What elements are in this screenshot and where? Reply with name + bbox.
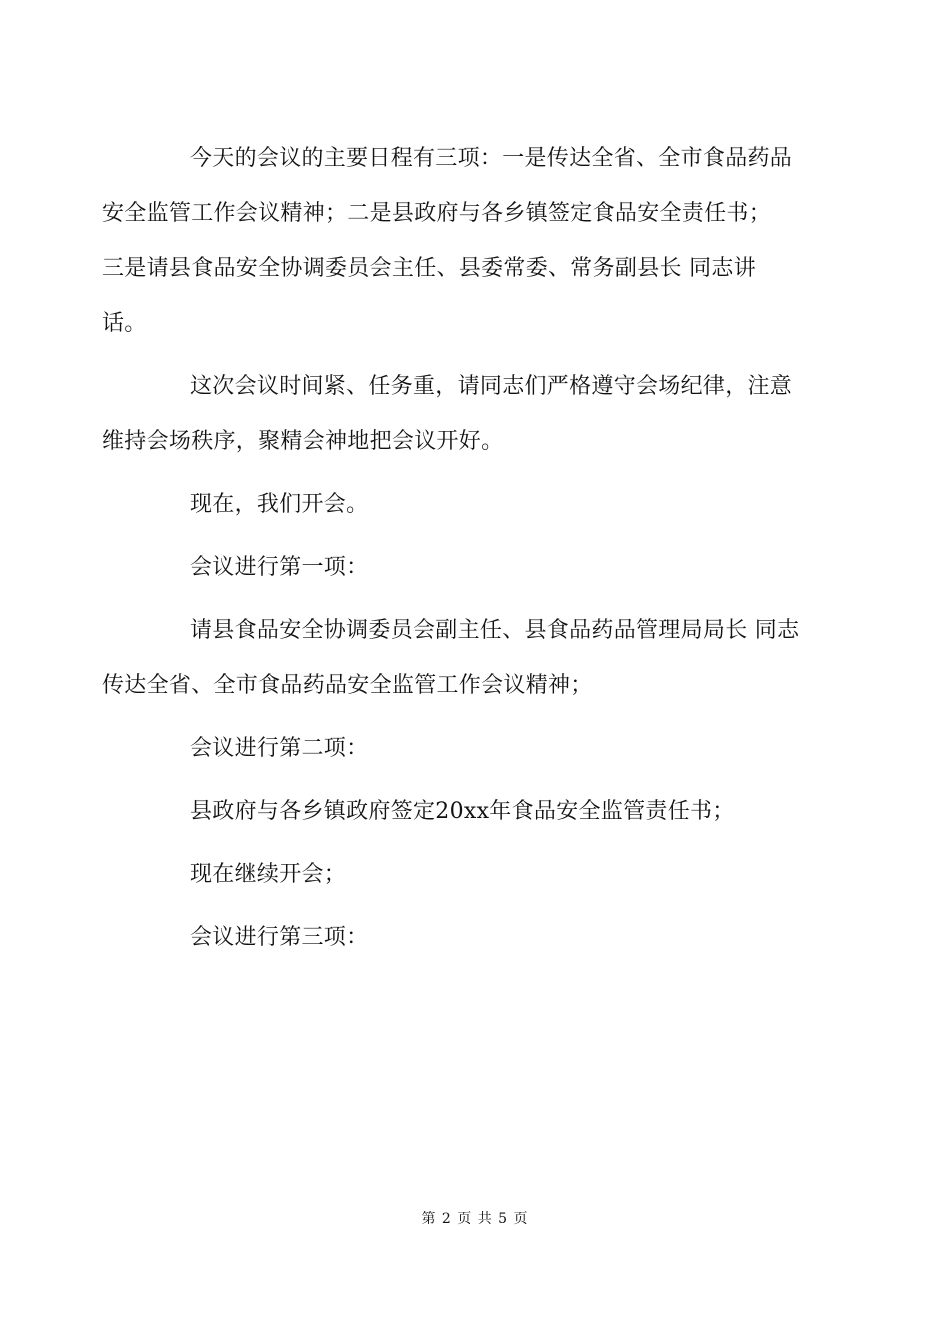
paragraph-item-one-body xyxy=(102,603,810,713)
paragraph-item-two-heading xyxy=(146,721,810,776)
text-line: 安全监管工作会议精神；二是县政府与各乡镇签定食品安全责任书； xyxy=(102,201,772,226)
paragraph-item-two-body xyxy=(146,784,810,839)
text-line: 现在，我们开会。 xyxy=(190,492,369,517)
page-number-footer: 第 2 页 共 5 页 xyxy=(421,1211,529,1227)
paragraph-agenda xyxy=(102,131,810,351)
text-line: 会议进行第二项： xyxy=(190,736,369,761)
text-line: 这次会议时间紧、任务重，请同志们严格遵守会场纪律，注意 xyxy=(190,374,793,399)
paragraph-item-one-heading xyxy=(146,540,810,595)
paragraph-continue xyxy=(146,847,810,902)
text-line: 会议进行第一项： xyxy=(190,555,369,580)
paragraph-discipline xyxy=(102,359,810,469)
text-line: 话。 xyxy=(102,311,147,336)
text-line: 传达全省、全市食品药品安全监管工作会议精神； xyxy=(102,673,593,698)
text-line: 会议进行第三项： xyxy=(190,925,369,950)
text-line: 县政府与各乡镇政府签定20xx年食品安全监管责任书； xyxy=(190,799,735,824)
text-line: 三是请县食品安全协调委员会主任、县委常委、常务副县长 同志讲 xyxy=(102,256,756,281)
text-line: 请县食品安全协调委员会副主任、县食品药品管理局局长 同志 xyxy=(190,618,800,643)
document-body xyxy=(102,131,810,965)
paragraph-item-three-heading xyxy=(146,910,810,965)
text-line: 现在继续开会； xyxy=(190,862,347,887)
text-line: 维持会场秩序，聚精会神地把会议开好。 xyxy=(102,429,504,454)
text-line: 今天的会议的主要日程有三项：一是传达全省、全市食品药品 xyxy=(190,146,793,171)
paragraph-opening xyxy=(146,477,810,532)
